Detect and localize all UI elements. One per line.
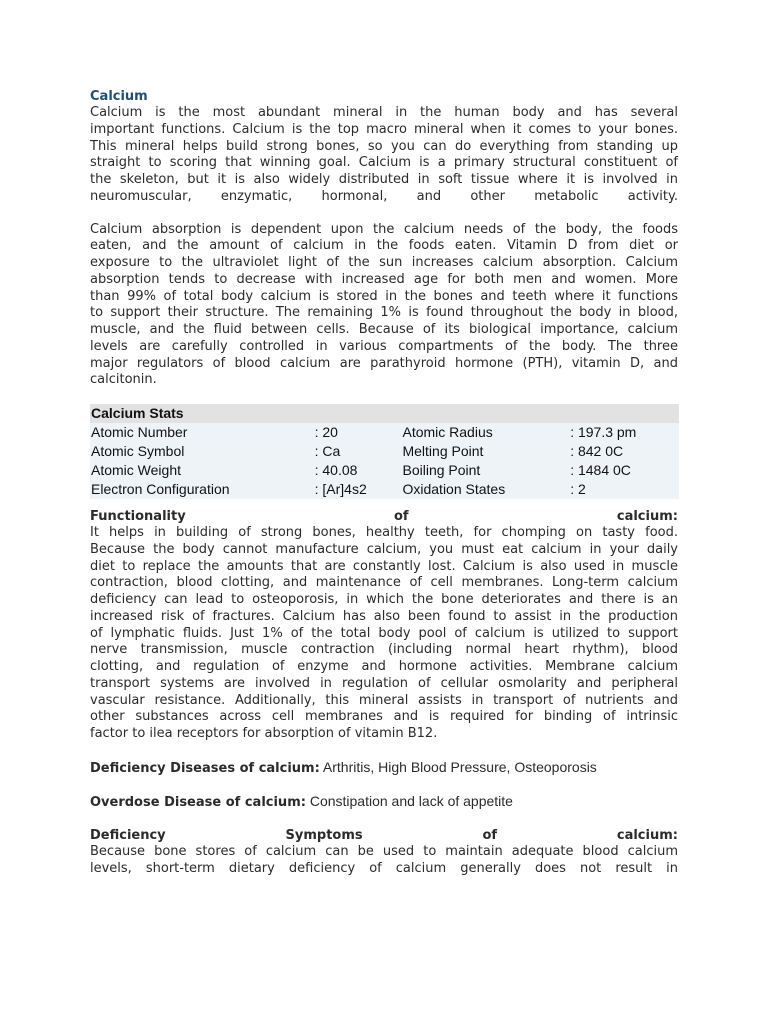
heading-word: of [393,509,409,524]
stat-label: Atomic Radius [402,423,570,442]
stat-value: : 197.3 pm [570,423,679,442]
stat-label: Atomic Number [90,423,315,442]
text-line: exposure to the ultraviolet light of the sun increases calcium absorption. Calcium [90,255,678,270]
text-line: the skeleton, but it is also widely distributed in soft tissue where it is involved in [90,172,678,187]
overdose-disease [90,793,678,811]
text-line: to support their structure. The remaining 1% is found throughout the body in blood, [90,305,678,321]
table-row [90,480,679,499]
deficiency-diseases-value: Arthritis, High Blood Pressure, Osteoporosis [319,758,597,775]
table-row [90,442,679,461]
text-line: levels are carefully controlled in various compartments of the body. The three [90,338,678,354]
text-line: diet to replace the amounts that are constantly lost. Calcium is also used in muscle [90,558,678,574]
stat-label: Melting Point [402,442,570,461]
table-title: Calcium Stats [90,404,679,423]
absorption-paragraph [90,222,678,390]
deficiency-diseases [90,759,678,777]
text-line: Because the body cannot manufacture calcium, you must eat calcium in your daily [90,541,678,557]
text-line: Calcium absorption is dependent upon the calcium needs of the body, the foods [90,221,678,237]
text-line: levels, short-term dietary deficiency of calcium generally does not result in [90,860,678,876]
overdose-disease-label: Overdose Disease of calcium: [90,794,306,810]
text-line: muscle, and the fluid between cells. Because of its biological importance, calcium [90,322,678,337]
text-line: It helps in building of strong bones, healthy teeth, for chomping on tasty food. [90,525,678,540]
table-row [90,423,679,442]
deficiency-symptoms-heading [90,827,678,844]
text-line: other substances across cell membranes and is required for binding of intrinsic [90,709,678,725]
heading-word: Functionality [90,509,186,524]
text-line: Because bone stores of calcium can be used to maintain adequate blood calcium [90,843,678,859]
stat-value: : 842 0C [570,442,679,461]
stat-value: : 2 [570,480,679,499]
text-line: eaten, and the amount of calcium in the foods eaten. Vitamin D from diet or [90,238,678,254]
heading-word: calcium: [616,827,678,843]
text-line: absorption tends to decrease with increased age for both men and women. More [90,271,678,287]
article [90,89,678,877]
text-line: straight to scoring that winning goal. Calcium is a primary structural constituent of [90,155,678,171]
text-line: factor to ilea receptors for absorption of vitamin B12. [90,726,438,741]
text-line: vascular resistance. Additionally, this mineral assists in transport of nutrients and [90,692,678,708]
heading-word: Deficiency [90,827,166,843]
text-line: neuromuscular, enzymatic, hormonal, and other metabolic activity. [90,188,678,204]
text-line: calcitonin. [90,372,157,388]
functionality-paragraph [90,525,678,743]
text-line: clotting, and regulation of enzyme and hormone activities. Membrane calcium [90,659,678,674]
text-line: important functions. Calcium is the top macro mineral when it comes to your bones. [90,121,678,137]
heading-word: Symptoms [285,827,363,843]
heading-word: calcium: [616,509,678,524]
stat-value: : 40.08 [315,461,403,480]
text-line: This mineral helps build strong bones, so you can do everything from standing up [90,138,678,154]
stat-value: : 20 [315,423,403,442]
intro-paragraph [90,105,678,206]
text-line: transport systems are involved in regulation of cellular osmolarity and peripheral [90,675,678,691]
stat-label: Electron Configuration [90,480,315,499]
text-line: nerve transmission, muscle contraction (including normal heart rhythm), blood [90,642,678,658]
text-line: Calcium is the most abundant mineral in the human body and has several [90,105,678,120]
text-line: deficiency can lead to osteoporosis, in which the bone deteriorates and there is an [90,592,678,607]
page-title: Calcium [90,89,148,104]
text-line: major regulators of blood calcium are parathyroid hormone (PTH), vitamin D, and [90,355,678,371]
deficiency-diseases-label: Deficiency Diseases of calcium: [90,760,320,776]
text-line: than 99% of total body calcium is stored in the bones and teeth where it functions [90,288,678,304]
stat-value: : Ca [315,442,403,461]
table-header-row [90,404,679,423]
overdose-disease-value: Constipation and lack of appetite [305,792,513,809]
stat-label: Boiling Point [402,461,570,480]
table-row [90,461,679,480]
stat-label: Atomic Symbol [90,442,315,461]
text-line: increased risk of fractures. Calcium has also been found to assist in the production [90,608,678,624]
functionality-heading [90,508,678,525]
stat-value: : 1484 0C [570,461,679,480]
deficiency-symptoms-paragraph [90,844,678,878]
text-line: of lymphatic fluids. Just 1% of the total body pool of calcium is utilized to support [90,625,678,641]
stat-label: Oxidation States [402,480,570,499]
text-line: contraction, blood clotting, and maintenance of cell membranes. Long-term calcium [90,575,678,591]
stat-label: Atomic Weight [90,461,315,480]
heading-word: of [482,827,498,843]
stat-value: : [Ar]4s2 [315,480,403,499]
calcium-stats-table [90,404,679,499]
